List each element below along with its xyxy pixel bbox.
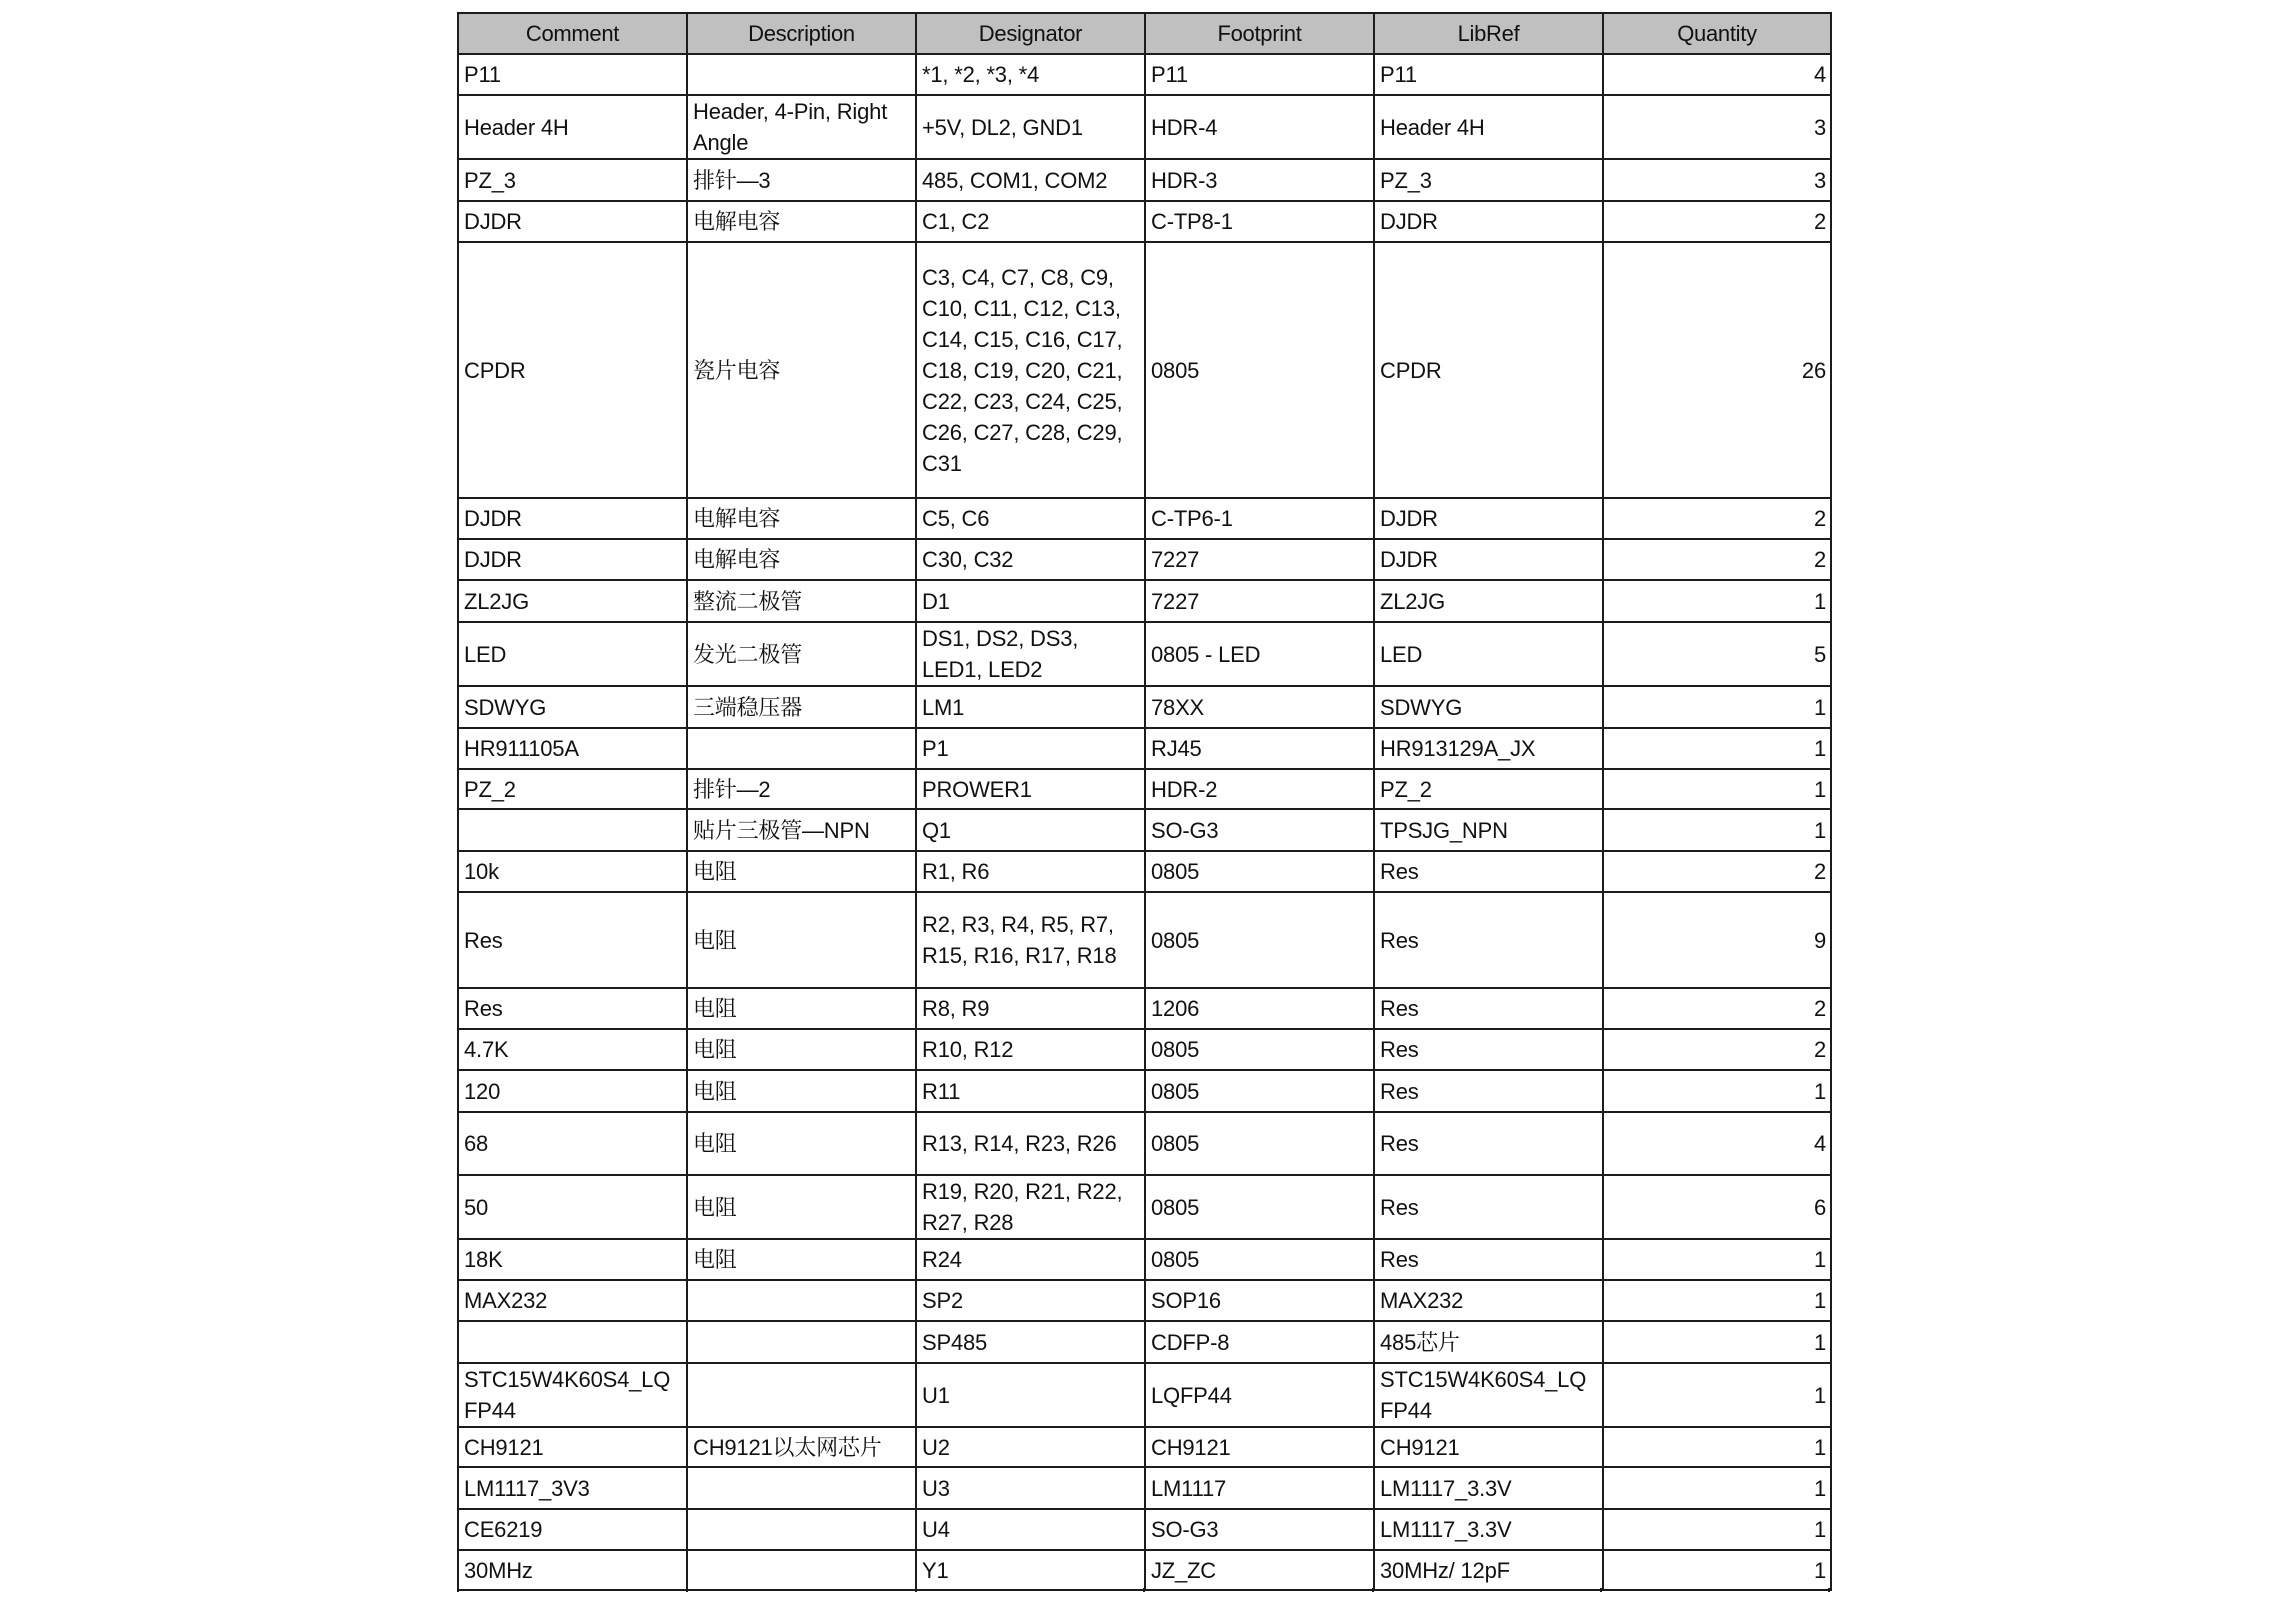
table-row xyxy=(458,1112,1831,1175)
cell-designator: R11 xyxy=(916,1070,1145,1112)
cell-quantity: 9 xyxy=(1603,892,1831,988)
cell-libref: Res xyxy=(1374,1070,1603,1112)
cell-footprint: LM1117 xyxy=(1145,1467,1374,1509)
column-header-comment: Comment xyxy=(458,13,687,54)
cell-footprint: HDR-4 xyxy=(1145,95,1374,159)
cell-quantity: 1 xyxy=(1603,580,1831,622)
cell-description: 电阻 xyxy=(687,1112,916,1175)
cell-libref: SDWYG xyxy=(1374,686,1603,728)
cell-description: 电阻 xyxy=(687,1070,916,1112)
cell-designator: R8, R9 xyxy=(916,988,1145,1029)
table-row xyxy=(458,580,1831,622)
cell-description: 整流二极管 xyxy=(687,580,916,622)
table-row xyxy=(458,95,1831,159)
cell-description xyxy=(687,1509,916,1550)
cell-footprint: 0805 xyxy=(1145,242,1374,498)
cell-libref: 485芯片 xyxy=(1374,1321,1603,1363)
table-row xyxy=(458,1070,1831,1112)
cell-libref: ZL2JG xyxy=(1374,580,1603,622)
cell-designator: U3 xyxy=(916,1467,1145,1509)
cell-libref: Res xyxy=(1374,851,1603,892)
cell-designator: Y1 xyxy=(916,1550,1145,1590)
table-row xyxy=(458,54,1831,95)
cell-comment xyxy=(458,809,687,851)
cell-designator: U2 xyxy=(916,1427,1145,1467)
cell-footprint: 0805 xyxy=(1145,1029,1374,1070)
cell-designator: R10, R12 xyxy=(916,1029,1145,1070)
cell-quantity: 1 xyxy=(1603,1509,1831,1550)
cell-libref: CPDR xyxy=(1374,242,1603,498)
cell-description: 电阻 xyxy=(687,892,916,988)
cell-comment: 68 xyxy=(458,1112,687,1175)
cell-description: 电阻 xyxy=(687,1175,916,1239)
cell-description: Header, 4-Pin, Right Angle xyxy=(687,95,916,159)
cell-description: 电解电容 xyxy=(687,498,916,539)
table-edge-line xyxy=(1372,1588,1374,1592)
cell-comment: DJDR xyxy=(458,539,687,580)
cell-quantity: 1 xyxy=(1603,728,1831,769)
cell-libref: Header 4H xyxy=(1374,95,1603,159)
cell-footprint: 0805 xyxy=(1145,851,1374,892)
table-edge-line xyxy=(1828,1588,1830,1592)
cell-comment: 50 xyxy=(458,1175,687,1239)
cell-footprint: LQFP44 xyxy=(1145,1363,1374,1427)
cell-libref: DJDR xyxy=(1374,498,1603,539)
cell-designator: C5, C6 xyxy=(916,498,1145,539)
cell-comment: P11 xyxy=(458,54,687,95)
cell-quantity: 2 xyxy=(1603,201,1831,242)
cell-designator: R24 xyxy=(916,1239,1145,1280)
column-header-quantity: Quantity xyxy=(1603,13,1831,54)
cell-comment: HR911105A xyxy=(458,728,687,769)
cell-designator: R19, R20, R21, R22, R27, R28 xyxy=(916,1175,1145,1239)
cell-comment: DJDR xyxy=(458,201,687,242)
cell-comment: LM1117_3V3 xyxy=(458,1467,687,1509)
cell-designator: P1 xyxy=(916,728,1145,769)
cell-footprint: CDFP-8 xyxy=(1145,1321,1374,1363)
cell-quantity: 5 xyxy=(1603,622,1831,686)
cell-footprint: CH9121 xyxy=(1145,1427,1374,1467)
cell-comment: 30MHz xyxy=(458,1550,687,1590)
cell-quantity: 2 xyxy=(1603,988,1831,1029)
table-row xyxy=(458,1363,1831,1427)
cell-libref: LM1117_3.3V xyxy=(1374,1509,1603,1550)
table-row xyxy=(458,498,1831,539)
cell-description xyxy=(687,1280,916,1321)
cell-designator: R13, R14, R23, R26 xyxy=(916,1112,1145,1175)
cell-footprint: C-TP8-1 xyxy=(1145,201,1374,242)
cell-description: 贴片三极管—NPN xyxy=(687,809,916,851)
cell-footprint: 0805 xyxy=(1145,892,1374,988)
table-edge-line xyxy=(915,1588,917,1592)
table-row xyxy=(458,851,1831,892)
table-row xyxy=(458,1175,1831,1239)
cell-libref: PZ_2 xyxy=(1374,769,1603,809)
cell-footprint: HDR-2 xyxy=(1145,769,1374,809)
cell-footprint: 78XX xyxy=(1145,686,1374,728)
cell-libref: HR913129A_JX xyxy=(1374,728,1603,769)
cell-description xyxy=(687,1363,916,1427)
cell-libref: CH9121 xyxy=(1374,1427,1603,1467)
cell-comment: LED xyxy=(458,622,687,686)
cell-footprint: SO-G3 xyxy=(1145,809,1374,851)
cell-comment: PZ_3 xyxy=(458,159,687,201)
cell-comment: Res xyxy=(458,988,687,1029)
cell-description: 排针—3 xyxy=(687,159,916,201)
cell-description xyxy=(687,54,916,95)
column-header-description: Description xyxy=(687,13,916,54)
cell-quantity: 2 xyxy=(1603,539,1831,580)
column-header-footprint: Footprint xyxy=(1145,13,1374,54)
cell-description xyxy=(687,1467,916,1509)
table-row xyxy=(458,1029,1831,1070)
cell-quantity: 3 xyxy=(1603,159,1831,201)
table-row xyxy=(458,1550,1831,1590)
cell-quantity: 2 xyxy=(1603,498,1831,539)
table-edge-line xyxy=(457,1588,459,1592)
cell-footprint: RJ45 xyxy=(1145,728,1374,769)
table-row xyxy=(458,809,1831,851)
table-row xyxy=(458,201,1831,242)
cell-comment: CE6219 xyxy=(458,1509,687,1550)
cell-libref: Res xyxy=(1374,1112,1603,1175)
cell-designator: PROWER1 xyxy=(916,769,1145,809)
cell-description: 电阻 xyxy=(687,1239,916,1280)
cell-designator: C30, C32 xyxy=(916,539,1145,580)
cell-quantity: 4 xyxy=(1603,54,1831,95)
cell-libref: DJDR xyxy=(1374,201,1603,242)
cell-designator: SP485 xyxy=(916,1321,1145,1363)
cell-libref: STC15W4K60S4_LQFP44 xyxy=(1374,1363,1603,1427)
cell-footprint: SO-G3 xyxy=(1145,1509,1374,1550)
cell-designator: SP2 xyxy=(916,1280,1145,1321)
table-row xyxy=(458,1239,1831,1280)
cell-comment: 4.7K xyxy=(458,1029,687,1070)
cell-comment: DJDR xyxy=(458,498,687,539)
cell-description: 排针—2 xyxy=(687,769,916,809)
cell-quantity: 4 xyxy=(1603,1112,1831,1175)
cell-comment: MAX232 xyxy=(458,1280,687,1321)
cell-comment: STC15W4K60S4_LQFP44 xyxy=(458,1363,687,1427)
cell-libref: 30MHz/ 12pF xyxy=(1374,1550,1603,1590)
table-row xyxy=(458,892,1831,988)
cell-comment: PZ_2 xyxy=(458,769,687,809)
cell-designator: DS1, DS2, DS3, LED1, LED2 xyxy=(916,622,1145,686)
cell-quantity: 1 xyxy=(1603,769,1831,809)
cell-quantity: 26 xyxy=(1603,242,1831,498)
cell-designator: C3, C4, C7, C8, C9, C10, C11, C12, C13, C14, C15, C16, C17, C18, C19, C20, C21, C22, C23, C24, C25, C26, C27, C28, C29, C31 xyxy=(916,242,1145,498)
cell-comment: Res xyxy=(458,892,687,988)
cell-quantity: 1 xyxy=(1603,809,1831,851)
cell-comment: 120 xyxy=(458,1070,687,1112)
column-header-designator: Designator xyxy=(916,13,1145,54)
cell-description xyxy=(687,1321,916,1363)
cell-footprint: 0805 - LED xyxy=(1145,622,1374,686)
cell-designator: 485, COM1, COM2 xyxy=(916,159,1145,201)
table-row xyxy=(458,686,1831,728)
column-header-libref: LibRef xyxy=(1374,13,1603,54)
cell-designator: U4 xyxy=(916,1509,1145,1550)
cell-comment: ZL2JG xyxy=(458,580,687,622)
cell-quantity: 1 xyxy=(1603,1070,1831,1112)
cell-footprint: C-TP6-1 xyxy=(1145,498,1374,539)
cell-designator: Q1 xyxy=(916,809,1145,851)
cell-footprint: P11 xyxy=(1145,54,1374,95)
cell-description: 发光二极管 xyxy=(687,622,916,686)
header-row xyxy=(458,13,1831,54)
cell-footprint: SOP16 xyxy=(1145,1280,1374,1321)
cell-quantity: 6 xyxy=(1603,1175,1831,1239)
table-edge-line xyxy=(1600,1588,1602,1592)
table-row xyxy=(458,1427,1831,1467)
cell-libref: DJDR xyxy=(1374,539,1603,580)
cell-quantity: 1 xyxy=(1603,1239,1831,1280)
cell-comment: SDWYG xyxy=(458,686,687,728)
cell-designator: U1 xyxy=(916,1363,1145,1427)
cell-description: 电阻 xyxy=(687,988,916,1029)
cell-footprint: 0805 xyxy=(1145,1239,1374,1280)
table-row xyxy=(458,622,1831,686)
cell-footprint: 7227 xyxy=(1145,580,1374,622)
cell-description: 电解电容 xyxy=(687,539,916,580)
cell-description xyxy=(687,728,916,769)
cell-comment: CH9121 xyxy=(458,1427,687,1467)
table-edge-line xyxy=(686,1588,688,1592)
cell-quantity: 1 xyxy=(1603,1467,1831,1509)
cell-libref: Res xyxy=(1374,892,1603,988)
cell-libref: P11 xyxy=(1374,54,1603,95)
cell-footprint: 1206 xyxy=(1145,988,1374,1029)
table-row xyxy=(458,769,1831,809)
cell-description: 瓷片电容 xyxy=(687,242,916,498)
table-row xyxy=(458,242,1831,498)
cell-libref: LM1117_3.3V xyxy=(1374,1467,1603,1509)
table-row xyxy=(458,1467,1831,1509)
cell-footprint: 7227 xyxy=(1145,539,1374,580)
cell-libref: PZ_3 xyxy=(1374,159,1603,201)
cell-quantity: 1 xyxy=(1603,1427,1831,1467)
cell-quantity: 1 xyxy=(1603,1363,1831,1427)
cell-description xyxy=(687,1550,916,1590)
cell-designator: R2, R3, R4, R5, R7, R15, R16, R17, R18 xyxy=(916,892,1145,988)
cell-description: CH9121以太网芯片 xyxy=(687,1427,916,1467)
cell-footprint: 0805 xyxy=(1145,1070,1374,1112)
cell-comment xyxy=(458,1321,687,1363)
cell-quantity: 3 xyxy=(1603,95,1831,159)
cell-designator: +5V, DL2, GND1 xyxy=(916,95,1145,159)
table-row xyxy=(458,1321,1831,1363)
cell-libref: Res xyxy=(1374,1239,1603,1280)
table-row xyxy=(458,1509,1831,1550)
cell-quantity: 1 xyxy=(1603,1321,1831,1363)
cell-libref: Res xyxy=(1374,1029,1603,1070)
cell-comment: 10k xyxy=(458,851,687,892)
cell-libref: MAX232 xyxy=(1374,1280,1603,1321)
table-row xyxy=(458,988,1831,1029)
cell-libref: LED xyxy=(1374,622,1603,686)
cell-quantity: 1 xyxy=(1603,1280,1831,1321)
cell-comment: CPDR xyxy=(458,242,687,498)
cell-comment: 18K xyxy=(458,1239,687,1280)
cell-libref: Res xyxy=(1374,988,1603,1029)
cell-designator: C1, C2 xyxy=(916,201,1145,242)
table-edge-line xyxy=(1143,1588,1145,1592)
cell-footprint: 0805 xyxy=(1145,1175,1374,1239)
table-row xyxy=(458,539,1831,580)
cell-description: 三端稳压器 xyxy=(687,686,916,728)
cell-quantity: 1 xyxy=(1603,1550,1831,1590)
cell-quantity: 1 xyxy=(1603,686,1831,728)
bom-table xyxy=(457,12,1832,1591)
cell-libref: Res xyxy=(1374,1175,1603,1239)
cell-footprint: JZ_ZC xyxy=(1145,1550,1374,1590)
cell-quantity: 2 xyxy=(1603,851,1831,892)
cell-designator: *1, *2, *3, *4 xyxy=(916,54,1145,95)
cell-libref: TPSJG_NPN xyxy=(1374,809,1603,851)
table-row xyxy=(458,159,1831,201)
cell-footprint: HDR-3 xyxy=(1145,159,1374,201)
cell-description: 电阻 xyxy=(687,1029,916,1070)
cell-footprint: 0805 xyxy=(1145,1112,1374,1175)
table-row xyxy=(458,1280,1831,1321)
cell-designator: D1 xyxy=(916,580,1145,622)
cell-description: 电解电容 xyxy=(687,201,916,242)
cell-designator: R1, R6 xyxy=(916,851,1145,892)
cell-description: 电阻 xyxy=(687,851,916,892)
cell-comment: Header 4H xyxy=(458,95,687,159)
cell-quantity: 2 xyxy=(1603,1029,1831,1070)
cell-designator: LM1 xyxy=(916,686,1145,728)
table-row xyxy=(458,728,1831,769)
